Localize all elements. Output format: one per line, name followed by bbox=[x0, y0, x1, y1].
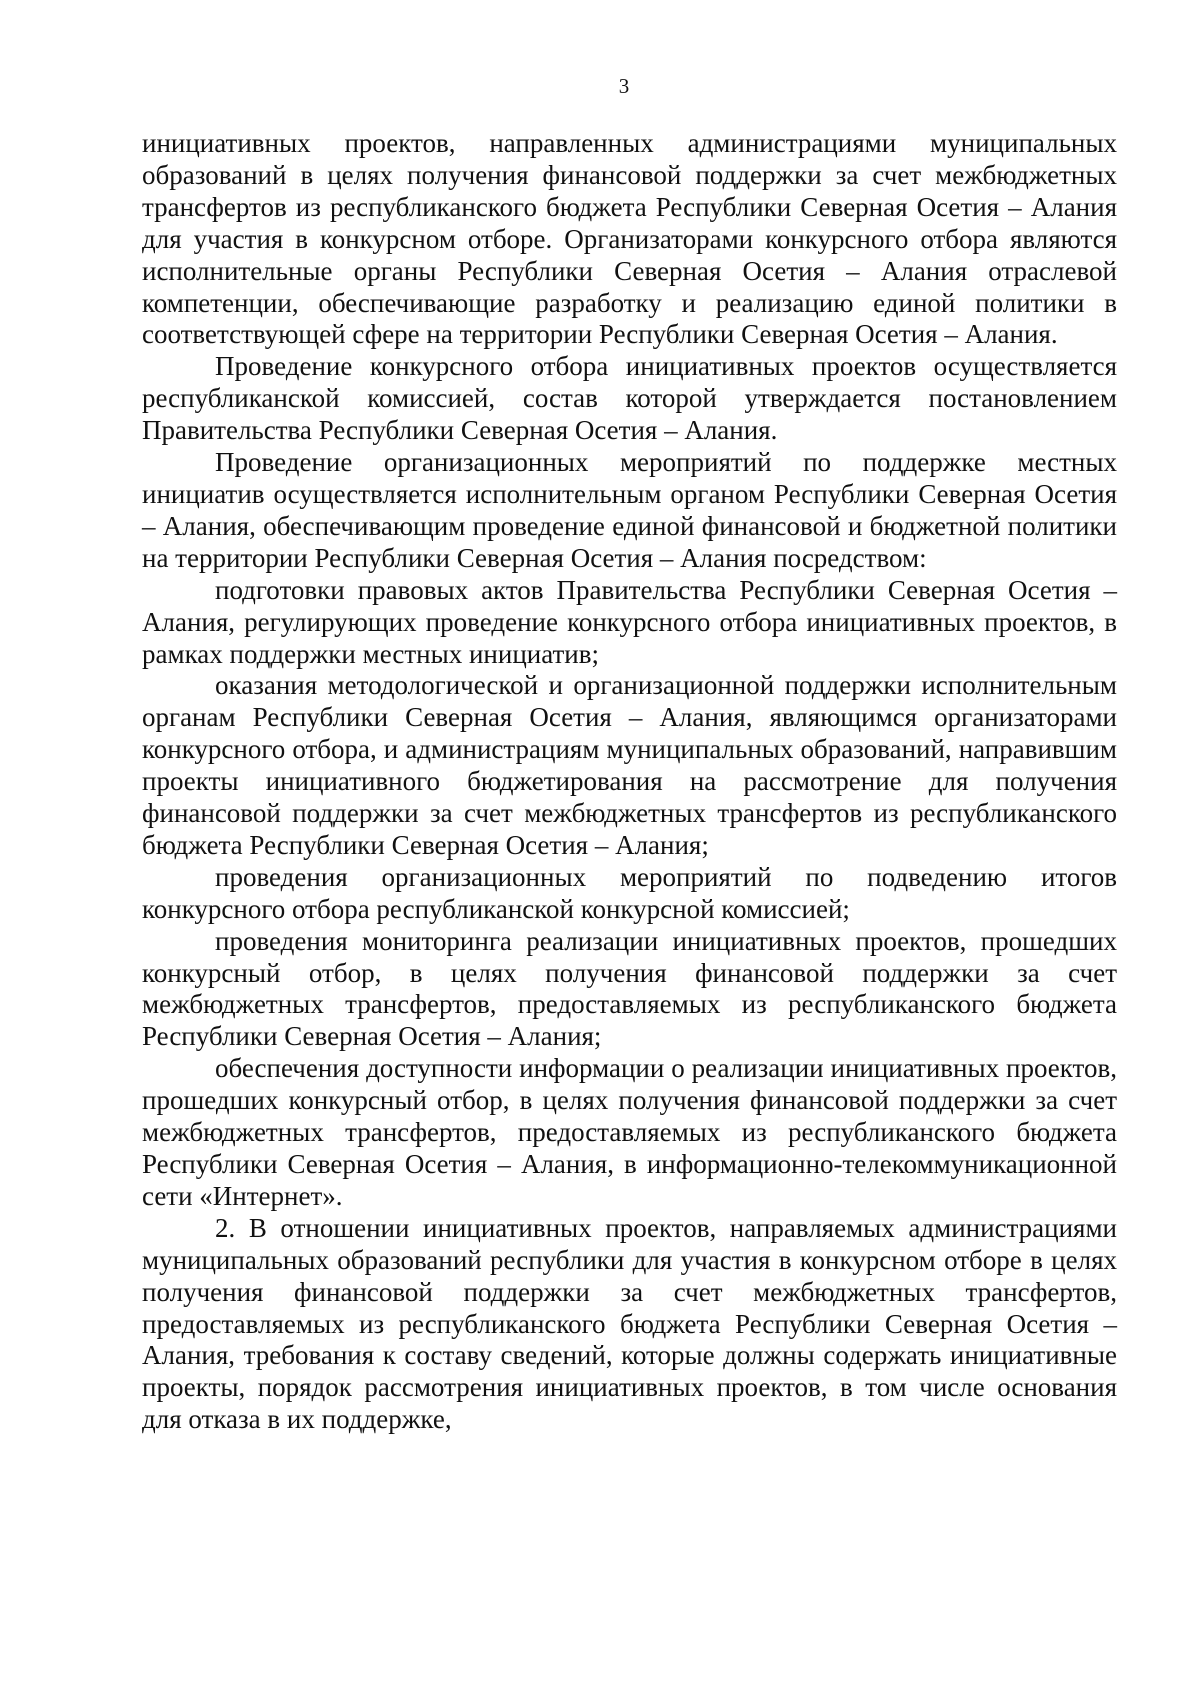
paragraph-section-2: 2. В отношении инициативных проектов, направляемых администрациями муниципальных образований республики для участия в конкурсном отборе в целях получения финансовой поддержки за счет межбюджетных трансфертов, предоставляемых из республиканского бюджета Республики Северная Осетия – Алания, требования к составу сведений, которые должны содержать инициативные проекты, порядок рассмотрения инициативных проектов, в том числе основания для отказа в их поддержке, bbox=[142, 1212, 1117, 1435]
list-item-summing-up: проведения организационных мероприятий по подведению итогов конкурсного отбора республиканской конкурсной комиссией; bbox=[142, 861, 1117, 924]
list-item-legal-acts: подготовки правовых актов Правительства Республики Северная Осетия – Алания, регулирующих проведение конкурсного отбора инициативных проектов, в рамках поддержки местных инициатив; bbox=[142, 574, 1117, 669]
list-item-methodological-support: оказания методологической и организационной поддержки исполнительным органам Республики Северная Осетия – Алания, являющимся организаторами конкурсного отбора, и администрациям муниципальных образований, направившим проекты инициативного бюджетирования на рассмотрение для получения финансовой поддержки за счет межбюджетных трансфертов из республиканского бюджета Республики Северная Осетия – Алания; bbox=[142, 670, 1117, 860]
page-number: 3 bbox=[618, 74, 630, 98]
paragraph-organizational-measures: Проведение организационных мероприятий по поддержке местных инициатив осуществляется исполнительным органом Республики Северная Осетия – Алания, обеспечивающим проведение единой финансовой и бюджетной политики на территории Республики Северная Осетия – Алания посредством: bbox=[142, 447, 1117, 573]
list-item-information-access: обеспечения доступности информации о реализации инициативных проектов, прошедших конкурсный отбор, в целях получения финансовой поддержки за счет межбюджетных трансфертов, предоставляемых из республиканского бюджета Республики Северная Осетия – Алания, в информационно-телекоммуникационной сети «Интернет». bbox=[142, 1053, 1117, 1211]
document-body bbox=[142, 128, 1117, 1436]
paragraph-continuation: инициативных проектов, направленных администрациями муниципальных образований в целях получения финансовой поддержки за счет межбюджетных трансфертов из республиканского бюджета Республики Северная Осетия – Алания для участия в конкурсном отборе. Организаторами конкурсного отбора являются исполнительные органы Республики Северная Осетия – Алания отраслевой компетенции, обеспечивающие разработку и реализацию единой политики в соответствующей сфере на территории Республики Северная Осетия – Алания. bbox=[142, 128, 1117, 350]
list-item-monitoring: проведения мониторинга реализации инициативных проектов, прошедших конкурсный отбор, в целях получения финансовой поддержки за счет межбюджетных трансфертов, предоставляемых из республиканского бюджета Республики Северная Осетия – Алания; bbox=[142, 925, 1117, 1052]
paragraph-commission: Проведение конкурсного отбора инициативных проектов осуществляется республиканской комиссией, состав которой утверждается постановлением Правительства Республики Северная Осетия – Алания. bbox=[142, 351, 1117, 446]
